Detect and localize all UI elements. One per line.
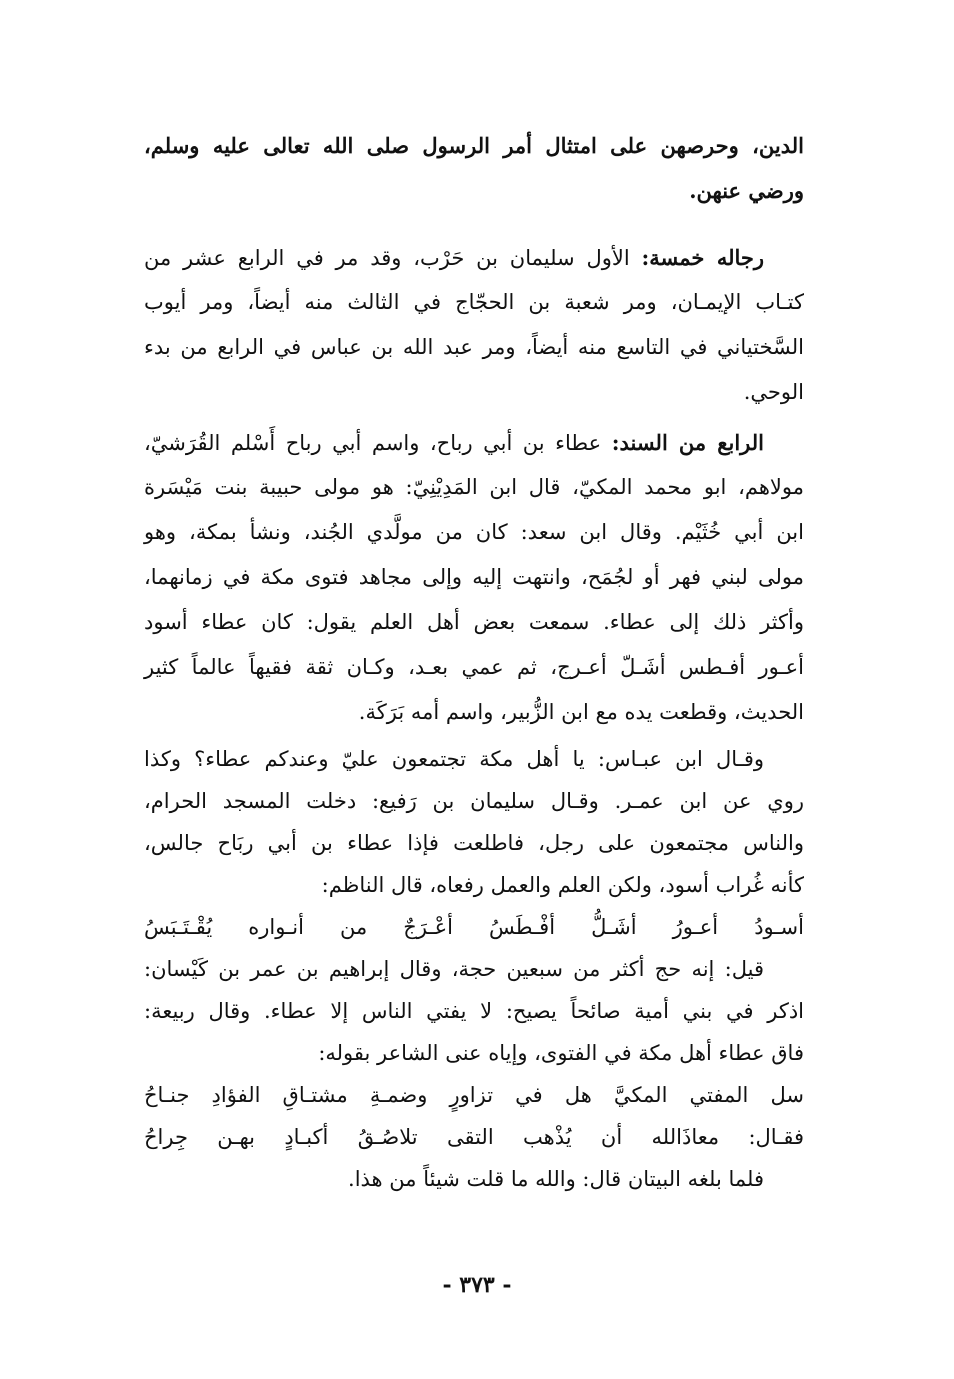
text-line <box>144 420 804 465</box>
page-number: - ٣٧٣ - <box>442 1272 512 1298</box>
text-run: الأول سليمان بن حَرْب، وقد مر في الرابع عشر من <box>144 246 630 270</box>
text-line: روي عن ابن عمـر. وقـال سليمان بن رَفيع: دخلت المسجد الحرام، <box>144 789 804 813</box>
paragraph-ata-praise <box>144 738 804 1200</box>
text-line: فاق عطاء أهل مكة في الفتوى، وإياه عنى الشاعر بقوله: <box>318 1041 804 1065</box>
text-line: الوحي. <box>743 380 804 404</box>
verse-line: فقـال: معاذَالله أن يُذْهب التقى تلاصُـقُ أكبـادٍ بهـن جِراحُ <box>144 1125 804 1149</box>
text-line: والناس مجتمعون على رجل، فاطلعت فإذا عطاء بن أبي ربَاح جالس، <box>144 831 804 855</box>
text-line: قيل: إنه حج أكثر من سبعين حجة، وقال إبراهيم بن عمر بن كَيْسان: <box>144 957 764 981</box>
section-heading: الرابع من السند: <box>611 430 764 455</box>
verse-line: سل المفتي المكيَّ هل في تزاورٍ وضمـةِ مشتـاقِ الفؤادِ جنـاحُ <box>144 1083 804 1107</box>
text-line: كأنه غُراب أسود، ولكن العلم والعمل رفعاه، قال الناظم: <box>321 873 804 897</box>
section-heading: رجاله خمسة: <box>641 245 765 270</box>
text-line: اذكر في بني أمية صائحاً يصيح: لا يفتي الناس إلا عطاء. وقال ربيعة: <box>144 999 804 1023</box>
paragraph-fourth-narrator <box>144 420 804 735</box>
verse-line: أسـودُ أعـورُ أشَـلُّ أفْـطَسُ أعْـرَجٌ من أنـواره يُقْـتَـبَسُ <box>144 915 804 939</box>
text-line: وقـال ابن عبـاس: يا أهل مكة تجتمعون عليّ وعندكم عطاء؟ وكذا <box>144 747 764 771</box>
text-line: وأكثر ذلك إلى عطاء. سمعت بعض أهل العلم يقول: كان عطاء أسود <box>144 610 804 634</box>
text-line: الحديث، وقطعت يده مع ابن الزُّبير، واسم أمه بَرَكَة. <box>358 700 804 724</box>
text-line: فلما بلغه البيتان قال: والله ما قلت شيئاً من هذا. <box>348 1167 764 1191</box>
text-line <box>144 235 804 280</box>
paragraph-narrators <box>144 235 804 415</box>
text-run: عطاء بن أبي رباح، واسم أبي رباح أَسْلم القُرَشيّ، <box>144 431 602 455</box>
paragraph-continuation <box>144 123 804 213</box>
text-line: ورضي عنهن. <box>689 178 804 203</box>
text-line: مولاهم، ابو محمد المكيّ، قال ابن المَدِيْنِيّ: هو مولى حبيبة بنت مَيْسَرة <box>144 475 804 499</box>
text-line: السَّختياني في التاسع منه أيضاً، ومر عبد الله بن عباس في الرابع من بدء <box>144 335 804 359</box>
text-line: الدين، وحرصهن على امتثال أمر الرسول صلى الله تعالى عليه وسلم، <box>144 133 804 158</box>
text-line: أعـور أفـطس أشَـلّ أعـرج، ثم عمي بعـد، وكـان ثقة فقيهاً عالماً كثير <box>144 655 804 679</box>
text-line: كتـاب الإيمـان، ومر شعبة بن الحجّاج في الثالث منه أيضاً، ومر أيوب <box>144 290 804 314</box>
text-line: مولى لبني فهر أو لجُمَح، وانتهت إليه وإلى مجاهد فتوى مكة في زمانهما، <box>144 565 804 589</box>
text-line: ابن أبي خُثَيْم. وقال ابن سعد: كان من مولَّدي الجُند، ونشأ بمكة، وهو <box>144 520 804 544</box>
